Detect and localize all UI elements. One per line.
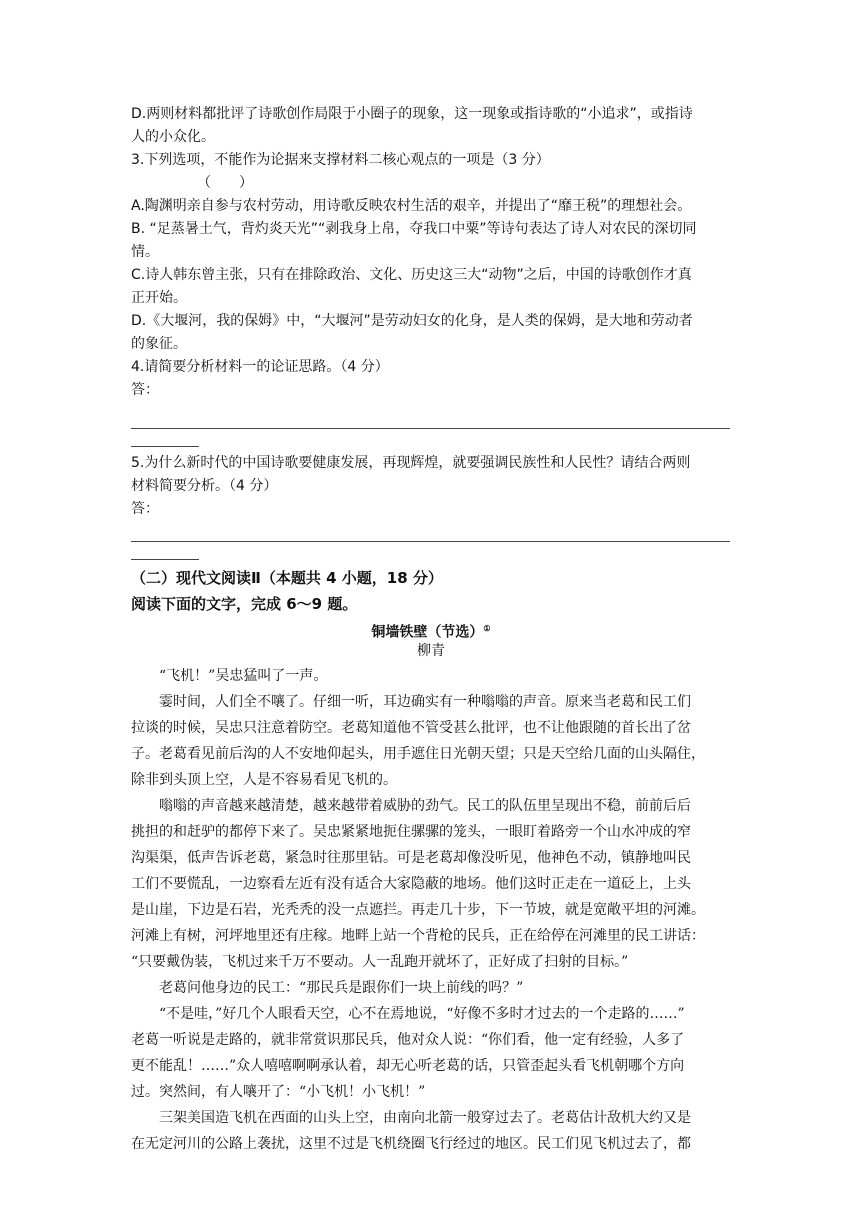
paragraph-line: 三架美国造飞机在西面的山头上空，由南向北箭一般穿过去了。老葛估计敌机大约又是 bbox=[159, 1110, 691, 1126]
section2-heading: （二）现代文阅读Ⅱ（本题共 4 小题，18 分） bbox=[131, 569, 443, 587]
answer-line-4-short bbox=[131, 446, 199, 447]
paragraph-line: 在无定河川的公路上袭扰，这里不过是飞机绕圈飞行经过的地区。民工们见飞机过去了，都 bbox=[131, 1136, 691, 1152]
article-author: 柳青 bbox=[417, 643, 445, 659]
paragraph-line: 拉谈的时候，吴忠只注意着防空。老葛知道他不管受甚么批评，也不让他跟随的首长出了岔 bbox=[131, 720, 691, 736]
paragraph-line: “飞机！”吴忠猛叫了一声。 bbox=[159, 668, 328, 684]
answer-label-4: 答： bbox=[131, 382, 159, 398]
paragraph-line: “不是哇，”好几个人眼看天空，心不在焉地说，“好像不多时才过去的一个走路的……” bbox=[159, 1006, 685, 1022]
paragraph-line: 更不能乱！……”众人嘻嘻啊啊承认着，却无心听老葛的话，只管歪起头看飞机朝哪个方向 bbox=[131, 1058, 685, 1074]
option-d2-line2: 的象征。 bbox=[131, 336, 187, 352]
article-title: 铜墙铁壁（节选） bbox=[371, 624, 484, 640]
option-a: A.陶渊明亲自参与农村劳动，用诗歌反映农村生活的艰辛，并提出了“靡王税”的理想社会。 bbox=[131, 198, 692, 214]
option-b-line2: 情。 bbox=[131, 244, 159, 260]
section2-header bbox=[131, 565, 731, 617]
question-4: 4.请简要分析材料一的论证思路。（4 分） bbox=[131, 359, 389, 375]
option-b-line1: B. “足蒸暑土气，背灼炎天光”“剥我身上帛，夺我口中粟”等诗句表达了诗人对农民的深切同 bbox=[131, 221, 697, 237]
article-body bbox=[131, 663, 731, 1157]
paragraph-line: 过。突然间，有人嚷开了：“小飞机！小飞机！” bbox=[131, 1084, 426, 1100]
option-c-line1: C.诗人韩东曾主张，只有在排除政治、文化、历史这三大“动物”之后，中国的诗歌创作才真 bbox=[131, 267, 692, 283]
answer-line-4 bbox=[131, 428, 730, 429]
paragraph-line: 沟渠渠，低声告诉老葛，紧急时往那里钻。可是老葛却像没听见，他神色不动，镇静地叫民 bbox=[131, 850, 691, 866]
paragraph-line: 嗡嗡的声音越来越清楚，越来越带着威胁的劲气。民工的队伍里呈现出不稳，前前后后 bbox=[159, 798, 691, 814]
option-d2-line1: D.《大堰河，我的保姆》中，“大堰河”是劳动妇女的化身，是人类的保姆，是大地和劳动者 bbox=[131, 313, 693, 329]
paragraph-line: 霎时间，人们全不嚷了。仔细一听，耳边确实有一种嗡嗡的声音。原来当老葛和民工们 bbox=[159, 694, 691, 710]
paragraph-line: 老葛问他身边的民工：“那民兵是跟你们一块上前线的吗？” bbox=[159, 980, 524, 996]
section2-instruction: 阅读下面的文字，完成 6～9 题。 bbox=[131, 595, 358, 613]
paragraph-line: 挑担的和赶驴的都停下来了。吴忠紧紧地扼住骡骡的笼头，一眼盯着路旁一个山水冲成的窄 bbox=[131, 824, 691, 840]
paragraph-line: 河滩上有树，河坪地里还有庄稼。地畔上站一个背枪的民兵，正在给停在河滩里的民工讲话： bbox=[131, 928, 705, 944]
paragraph-line: 工们不要慌乱，一边察看左近有没有适合大家隐蔽的地场。他们这时正走在一道砭上，上头 bbox=[131, 876, 691, 892]
question-3: 3.下列选项，不能作为论据来支撑材料二核心观点的一项是（3 分） bbox=[131, 152, 550, 168]
question-block-top bbox=[131, 103, 731, 402]
option-c-line2: 正开始。 bbox=[131, 290, 187, 306]
question-block-5 bbox=[131, 452, 731, 521]
paragraph-line: 子。老葛看见前后沟的人不安地仰起头，用手遮住日光朝天望；只是天空给几面的山头隔住， bbox=[131, 746, 705, 762]
question-5-line2: 材料简要分析。（4 分） bbox=[131, 478, 278, 494]
footnote-mark: ① bbox=[483, 623, 491, 633]
paragraph-line: 老葛一听说是走路的，就非常赏识那民兵，他对众人说：“你们看，他一定有经验，人多了 bbox=[131, 1032, 685, 1048]
paragraph-line: 是山崖，下边是石岩，光秃秃的没一点遮拦。再走几十步，下一节坡，就是宽敞平坦的河滩。 bbox=[131, 902, 705, 918]
paragraph-line: “只要戴伪装，飞机过来千万不要动。人一乱跑开就坏了，正好成了扫射的目标。” bbox=[131, 954, 629, 970]
option-d-line2: 人的小众化。 bbox=[131, 129, 215, 145]
answer-line-5-short bbox=[131, 559, 199, 560]
answer-label-5: 答： bbox=[131, 501, 159, 517]
article-title-block bbox=[131, 617, 731, 663]
answer-line-5 bbox=[131, 541, 730, 542]
option-d-line1: D.两则材料都批评了诗歌创作局限于小圈子的现象，这一现象或指诗歌的“小追求”，或指诗 bbox=[131, 106, 693, 122]
question-5-line1: 5.为什么新时代的中国诗歌要健康发展，再现辉煌，就要强调民族性和人民性？请结合两则 bbox=[131, 455, 691, 471]
answer-bracket: （ ） bbox=[197, 175, 253, 191]
paragraph-line: 除非到头顶上空，人是不容易看见飞机的。 bbox=[131, 772, 397, 788]
